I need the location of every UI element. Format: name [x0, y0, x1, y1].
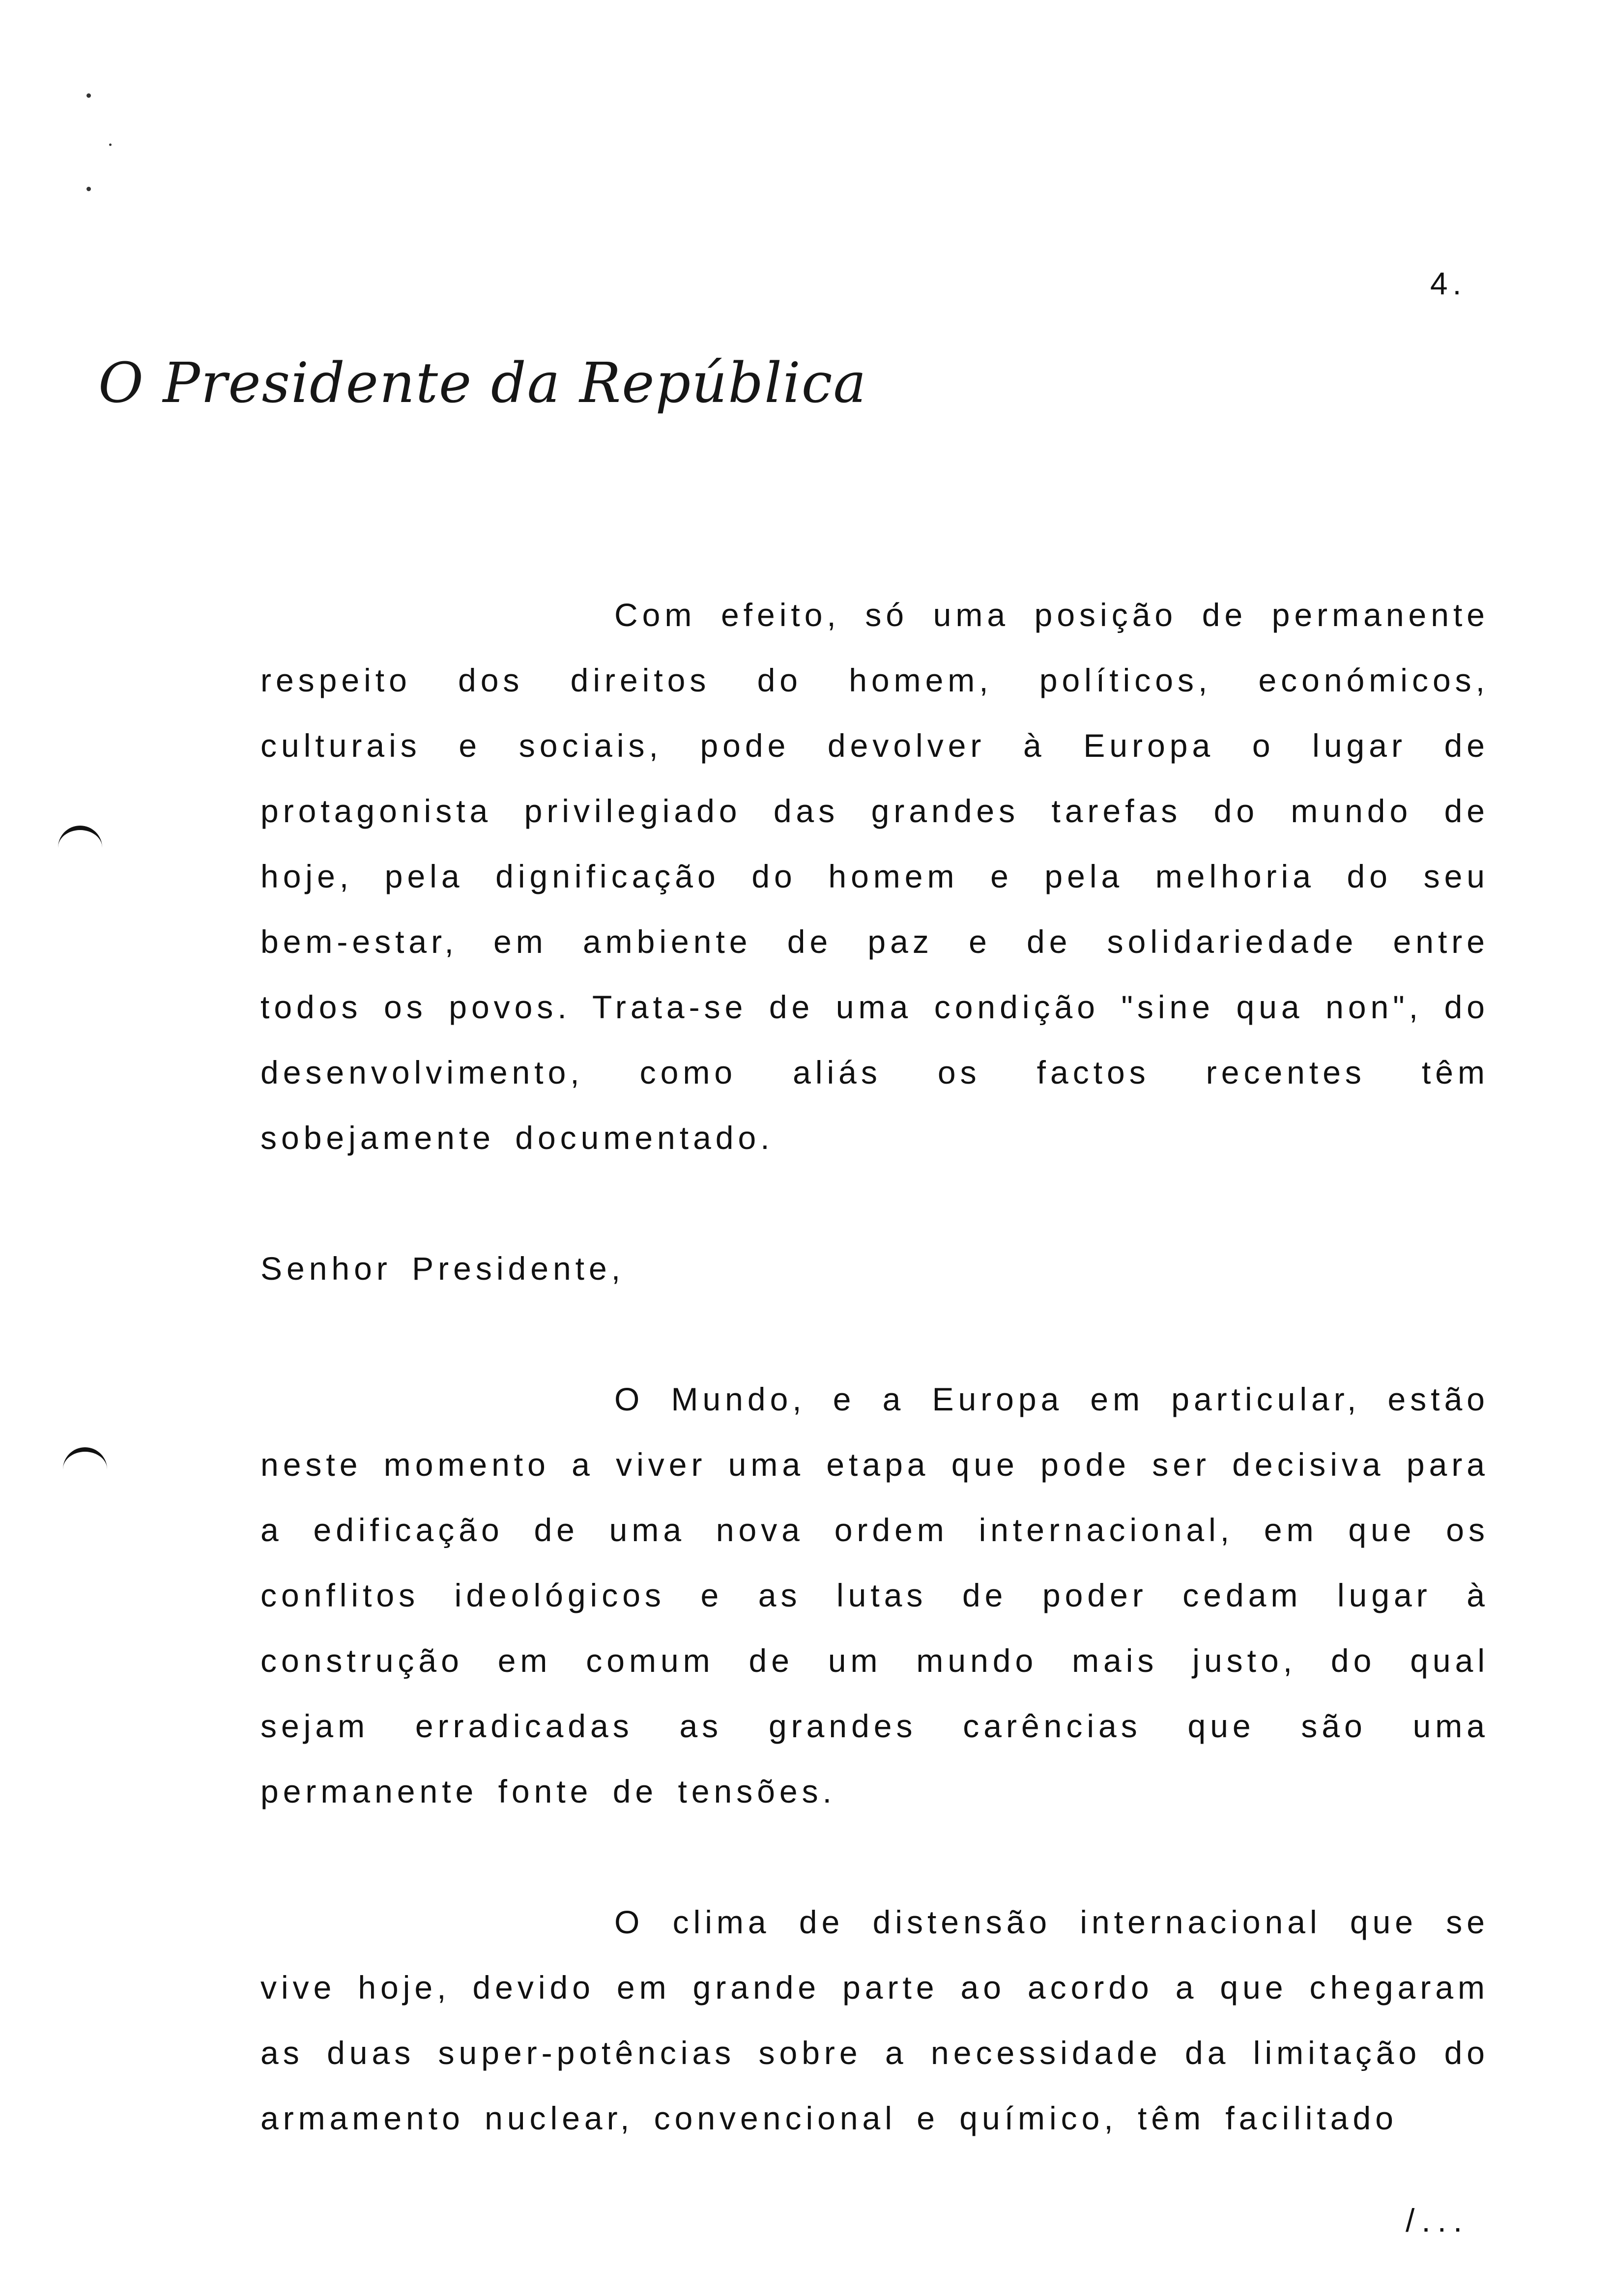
- continuation-mark: /...: [1406, 2202, 1469, 2239]
- letterhead: O Presidente da República: [98, 351, 867, 415]
- punch-hole-mark: [63, 1447, 107, 1492]
- margin-dot: [86, 93, 91, 98]
- punch-hole-mark: [58, 826, 102, 870]
- page-number: 4.: [1430, 266, 1467, 301]
- paragraph: O Mundo, e a Europa em particular, estão neste momento a viver uma etapa que pode ser decisiva para a edificação de uma nova ordem internacional, em que os conflitos ideológicos e as lutas de poder cedam lugar à construção em comum de um mundo mais justo, do qual sejam erradicadas as grandes carências que são uma permanente fonte de tensões.: [260, 1381, 1489, 1809]
- paragraph: O clima de distensão internacional que se vive hoje, devido em grande parte ao acordo a que chegaram as duas super-potências sobre a necessidade da limitação do armamento nuclear, convencional e químico, têm facilitado: [260, 1904, 1489, 2136]
- paragraph: Com efeito, só uma posição de permanente respeito dos direitos do homem, políticos, económicos, culturais e sociais, pode devolver à Europa o lugar de protagonista privilegiado das grandes tarefas do mundo de hoje, pela dignificação do homem e pela melhoria do seu bem-estar, em ambiente de paz e de solidariedade entre todos os povos. Trata-se de uma condição "sine qua non", do desenvolvimento, como aliás os factos recentes têm sobejamente documentado.: [260, 597, 1489, 1156]
- margin-dot: [109, 144, 112, 146]
- salutation: Senhor Presidente,: [260, 1250, 625, 1287]
- margin-dot: [86, 187, 91, 191]
- letter-body: [260, 582, 1489, 2151]
